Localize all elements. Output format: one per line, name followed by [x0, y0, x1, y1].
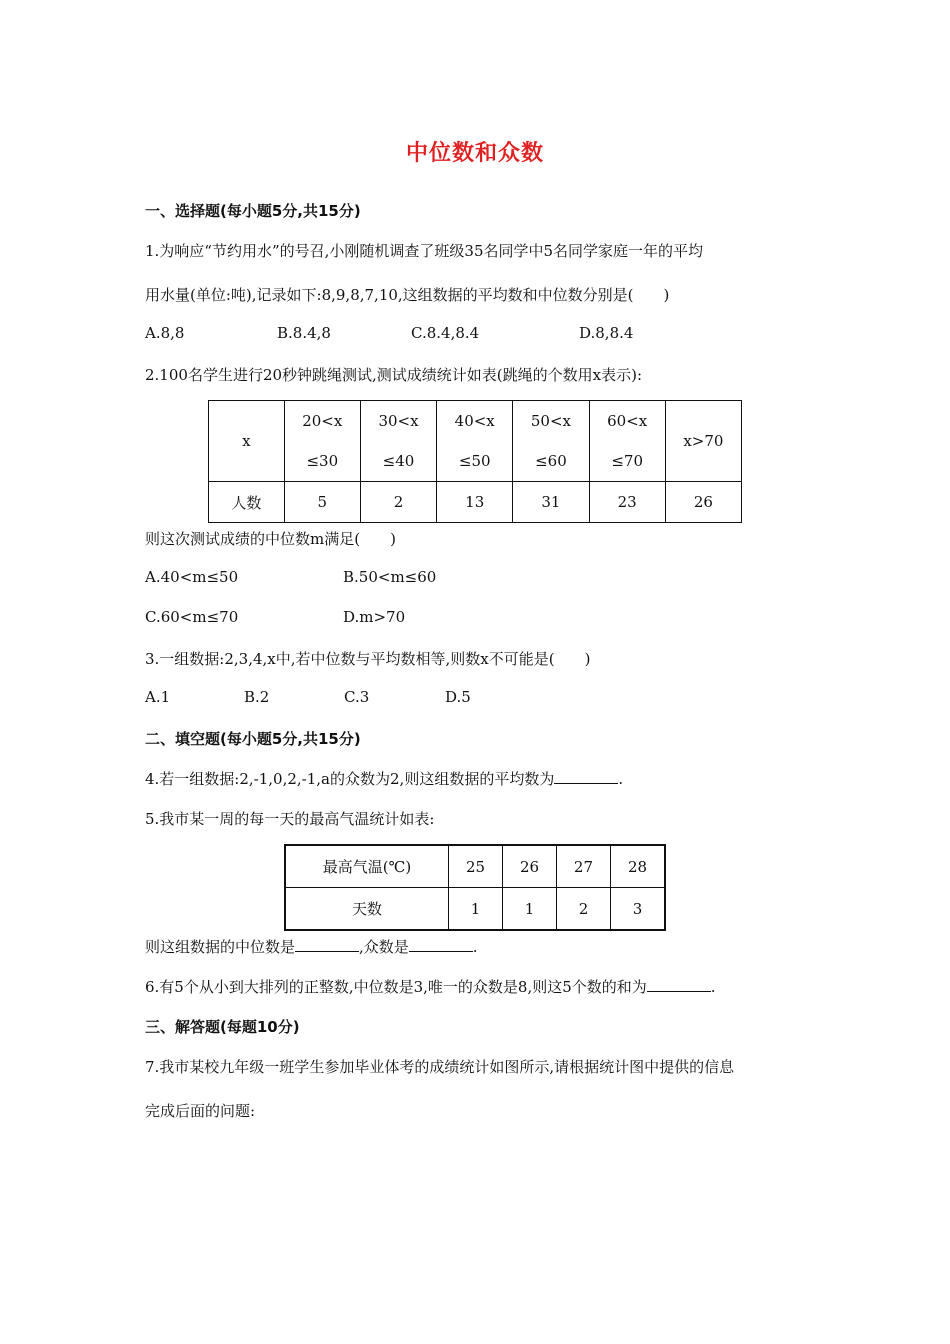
q3-option-b: B.2: [244, 688, 270, 706]
q1-line2: 用水量(单位:吨),记录如下:8,9,8,7,10,这组数据的平均数和中位数分别是( ): [145, 286, 670, 304]
q1-line1: 1.为响应“节约用水”的号召,小刚随机调查了班级35名同学中5名同学家庭一年的平均: [145, 242, 704, 260]
q6-stem: 6.有5个从小到大排列的正整数,中位数是3,唯一的众数是8,则这5个数的和为: [145, 978, 647, 996]
table-cell: x: [209, 401, 285, 482]
table-cell: 3: [610, 888, 665, 931]
q5-stem: 5.我市某一周的每一天的最高气温统计如表:: [145, 810, 435, 828]
answer-blank: [409, 937, 473, 952]
temperature-table: [284, 844, 666, 931]
answer-blank: [295, 937, 359, 952]
table-cell: [284, 401, 360, 482]
answer-blank: [554, 769, 618, 784]
q5-after-a: 则这组数据的中位数是: [145, 938, 296, 956]
q1-option-c: C.8.4,8.4: [411, 324, 480, 342]
table-cell: [437, 401, 513, 482]
q4-line: [145, 768, 623, 789]
q3-option-a: A.1: [145, 688, 171, 706]
q5-after-b: ,众数是: [359, 938, 409, 956]
range-top: 20<x: [302, 412, 343, 430]
table-cell: 13: [437, 482, 513, 523]
table-row: [285, 888, 665, 931]
table-cell: 26: [503, 845, 557, 888]
table-cell: 28: [610, 845, 665, 888]
table-row: [209, 401, 742, 482]
range-bottom: ≤40: [382, 452, 415, 470]
table-cell: 26: [665, 482, 741, 523]
q2-option-a: A.40<m≤50: [145, 568, 239, 586]
table-cell: 1: [449, 888, 503, 931]
q1-option-b: B.8.4,8: [277, 324, 331, 342]
q1-option-a: A.8,8: [145, 324, 185, 342]
table-cell: 人数: [209, 482, 285, 523]
table-cell: 最高气温(℃): [285, 845, 449, 888]
table-cell: 23: [589, 482, 665, 523]
table-cell: 2: [556, 888, 610, 931]
q2-option-d: D.m>70: [343, 608, 406, 626]
q4-end: .: [618, 770, 624, 788]
range-bottom: ≤60: [535, 452, 567, 470]
q6-end: .: [710, 978, 716, 996]
section-heading-fill: 二、填空题(每小题5分,共15分): [145, 730, 361, 748]
q2-option-b: B.50<m≤60: [343, 568, 437, 586]
page-title: 中位数和众数: [405, 141, 544, 166]
range-top: 40<x: [454, 412, 495, 430]
range-top: 60<x: [607, 412, 648, 430]
table-cell: 5: [284, 482, 360, 523]
table-cell: 31: [513, 482, 589, 523]
q2-stem: 2.100名学生进行20秒钟跳绳测试,测试成绩统计如表(跳绳的个数用x表示):: [145, 366, 643, 384]
table-cell: [589, 401, 665, 482]
table-row: [209, 482, 742, 523]
table-cell: [513, 401, 589, 482]
range-top: 30<x: [378, 412, 419, 430]
table-cell: 27: [556, 845, 610, 888]
q2-option-c: C.60<m≤70: [145, 608, 239, 626]
answer-blank: [647, 977, 711, 992]
q3-option-d: D.5: [445, 688, 471, 706]
table-cell: [360, 401, 436, 482]
q5-after: [145, 936, 478, 957]
table-cell: 天数: [285, 888, 449, 931]
table-cell: 25: [449, 845, 503, 888]
range-bottom: ≤50: [458, 452, 491, 470]
q2-after: 则这次测试成绩的中位数m满足( ): [145, 530, 396, 548]
range-top: 50<x: [530, 412, 571, 430]
range-bottom: ≤70: [611, 452, 643, 470]
section-heading-solve: 三、解答题(每题10分): [145, 1018, 300, 1036]
q7-line1: 7.我市某校九年级一班学生参加毕业体考的成绩统计如图所示,请根据统计图中提供的信息: [145, 1058, 735, 1076]
q3-stem: 3.一组数据:2,3,4,x中,若中位数与平均数相等,则数x不可能是( ): [145, 650, 591, 668]
range-bottom: ≤30: [306, 452, 339, 470]
table-cell: 1: [503, 888, 557, 931]
q7-line2: 完成后面的问题:: [145, 1102, 256, 1120]
q4-stem: 4.若一组数据:2,-1,0,2,-1,a的众数为2,则这组数据的平均数为: [145, 770, 555, 788]
jump-rope-table: [208, 400, 742, 523]
table-row: [285, 845, 665, 888]
q5-after-end: .: [472, 938, 478, 956]
q1-option-d: D.8,8.4: [579, 324, 634, 342]
table-cell: 2: [360, 482, 436, 523]
q6-line: [145, 976, 716, 997]
q3-option-c: C.3: [344, 688, 370, 706]
table-cell: x>70: [665, 401, 741, 482]
section-heading-choice: 一、选择题(每小题5分,共15分): [145, 202, 361, 220]
